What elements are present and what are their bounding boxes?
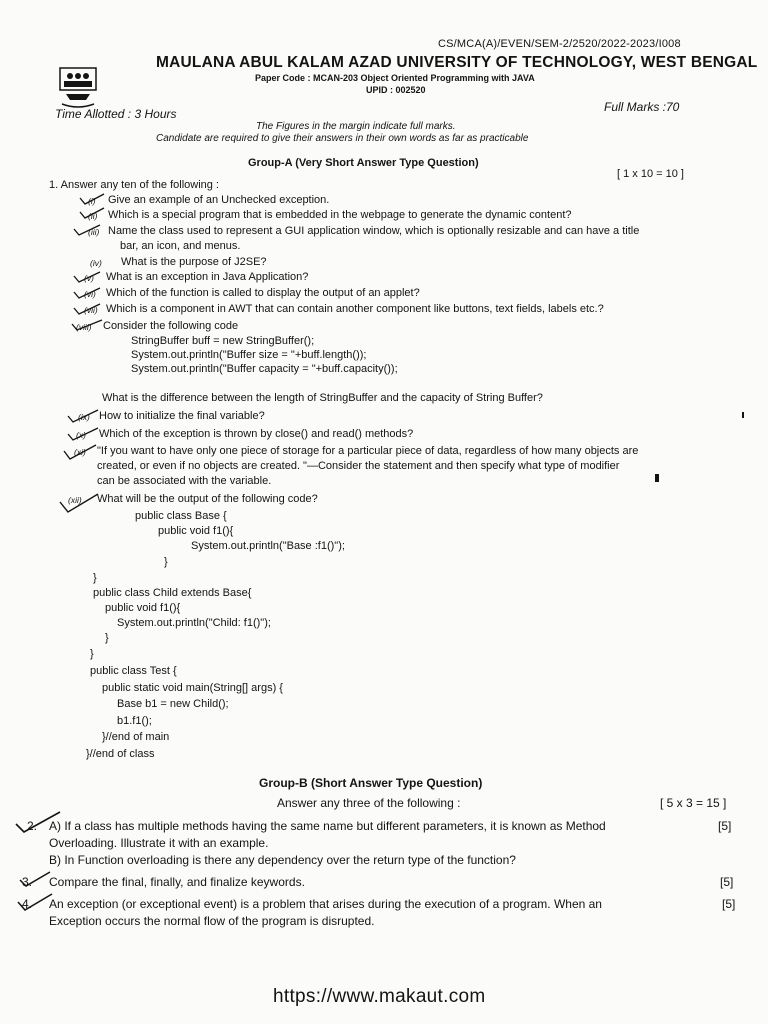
handwritten-tick-icon xyxy=(78,192,106,206)
group-a-marks: [ 1 x 10 = 10 ] xyxy=(617,168,684,180)
item-number: (xii) xyxy=(68,495,82,505)
item-number: (vii) xyxy=(84,305,98,315)
question-text: What is the purpose of J2SE? xyxy=(121,256,267,268)
question-text: created, or even if no objects are created. "—Consider the statement and then specify what type of modifier xyxy=(97,460,620,472)
question-text: Give an example of an Unchecked exception. xyxy=(108,194,330,206)
footer-url[interactable]: https://www.makaut.com xyxy=(273,986,486,1007)
time-allotted: Time Allotted : 3 Hours xyxy=(55,107,177,121)
code-line: System.out.println("Buffer capacity = "+buff.capacity()); xyxy=(131,363,398,375)
question-text: bar, an icon, and menus. xyxy=(120,240,241,252)
question-text: Compare the final, finally, and finalize keywords. xyxy=(49,875,305,889)
code-line: b1.f1(); xyxy=(117,715,152,727)
item-number: (i) xyxy=(88,196,96,206)
question-text: "If you want to have only one piece of storage for a particular piece of data, regardless of how many objects are xyxy=(97,445,639,457)
handwritten-tick-icon xyxy=(72,270,102,284)
code-line: System.out.println("Child: f1()"); xyxy=(117,617,271,629)
code-line: System.out.println("Base :f1()"); xyxy=(191,540,345,552)
code-line: }//end of main xyxy=(102,731,170,743)
full-marks: Full Marks :70 xyxy=(604,100,680,114)
handwritten-tick-icon xyxy=(70,318,104,332)
item-number: (xi) xyxy=(74,447,86,457)
item-number: (ix) xyxy=(78,412,90,422)
question-text: B) In Function overloading is there any dependency over the return type of the function? xyxy=(49,853,516,867)
question-number: 3. xyxy=(22,875,33,889)
question-text: An exception (or exceptional event) is a problem that arises during the execution of a program. When an xyxy=(49,897,602,911)
candidate-note: Candidate are required to give their answers in their own words as far as practicable xyxy=(156,133,529,144)
code-line: public void f1(){ xyxy=(105,602,181,614)
question-text: Which is a special program that is embedded in the webpage to generate the dynamic content? xyxy=(108,209,572,221)
question-marks: [5] xyxy=(720,875,734,889)
paper-code: Paper Code : MCAN-203 Object Oriented Programming with JAVA xyxy=(255,73,535,83)
handwritten-tick-icon xyxy=(14,810,62,834)
code-line: } xyxy=(164,556,168,568)
group-b-title: Group-B (Short Answer Type Question) xyxy=(259,776,483,790)
university-name: MAULANA ABUL KALAM AZAD UNIVERSITY OF TECHNOLOGY, WEST BENGAL xyxy=(156,54,758,71)
code-line: public class Base { xyxy=(135,510,227,522)
margin-note: The Figures in the margin indicate full marks. xyxy=(256,121,456,132)
question-marks: [5] xyxy=(718,819,732,833)
code-line: public void f1(){ xyxy=(158,525,234,537)
group-a-instruction: 1. Answer any ten of the following : xyxy=(49,179,219,191)
code-line: Base b1 = new Child(); xyxy=(117,698,229,710)
question-number: 2. xyxy=(27,819,38,833)
question-text: What will be the output of the following code? xyxy=(97,493,318,505)
item-number: (ii) xyxy=(88,211,98,221)
code-line: }//end of class xyxy=(86,748,155,760)
question-text: Name the class used to represent a GUI application window, which is optionally resizable and can have a title xyxy=(108,225,640,237)
item-number: (iii) xyxy=(88,227,100,237)
group-a-title: Group-A (Very Short Answer Type Question) xyxy=(248,157,479,169)
question-text: A) If a class has multiple methods having the same name but different parameters, it is known as Method xyxy=(49,819,606,833)
question-text: How to initialize the final variable? xyxy=(99,410,265,422)
item-number: (x) xyxy=(76,430,86,440)
question-text: What is the difference between the length of StringBuffer and the capacity of String Buffer? xyxy=(102,392,543,404)
code-line: } xyxy=(90,648,94,660)
question-text: Which of the exception is thrown by close() and read() methods? xyxy=(99,428,414,440)
question-text: Overloading. Illustrate it with an example. xyxy=(49,836,269,850)
code-line: StringBuffer buff = new StringBuffer(); xyxy=(131,335,315,347)
code-line: public static void main(String[] args) { xyxy=(102,682,283,694)
code-line: System.out.println("Buffer size = "+buff.length()); xyxy=(131,349,367,361)
item-number: (iv) xyxy=(90,258,102,268)
scan-speck xyxy=(742,412,744,418)
paper-reference-code: CS/MCA(A)/EVEN/SEM-2/2520/2022-2023/I008 xyxy=(438,38,681,50)
handwritten-tick-icon xyxy=(58,492,100,514)
code-line: } xyxy=(105,632,109,644)
handwritten-tick-icon xyxy=(16,892,54,912)
handwritten-tick-icon xyxy=(66,426,100,442)
code-line: } xyxy=(93,572,97,584)
handwritten-tick-icon xyxy=(66,408,100,424)
handwritten-tick-icon xyxy=(78,206,106,220)
handwritten-tick-icon xyxy=(72,223,102,237)
item-number: (vi) xyxy=(84,289,96,299)
scan-speck xyxy=(655,474,659,482)
handwritten-tick-icon xyxy=(18,870,52,888)
question-marks: [5] xyxy=(722,897,736,911)
item-number: (v) xyxy=(84,273,94,283)
handwritten-tick-icon xyxy=(72,302,102,316)
question-text: What is an exception in Java Application? xyxy=(106,271,309,283)
upid: UPID : 002520 xyxy=(366,85,426,95)
group-b-marks: [ 5 x 3 = 15 ] xyxy=(660,796,727,810)
item-number: (viii) xyxy=(76,322,92,332)
group-b-instruction: Answer any three of the following : xyxy=(277,796,461,810)
question-text: Which of the function is called to display the output of an applet? xyxy=(106,287,420,299)
question-text: Exception occurs the normal flow of the program is disrupted. xyxy=(49,914,375,928)
code-line: public class Child extends Base{ xyxy=(93,587,252,599)
question-text: can be associated with the variable. xyxy=(97,475,272,487)
handwritten-tick-icon xyxy=(62,443,98,461)
question-text: Which is a component in AWT that can contain another component like buttons, text fields, labels etc.? xyxy=(106,303,604,315)
question-number: 4. xyxy=(22,897,33,911)
university-logo-icon xyxy=(58,66,98,108)
code-line: public class Test { xyxy=(90,665,177,677)
handwritten-tick-icon xyxy=(72,286,102,300)
question-text: Consider the following code xyxy=(103,320,239,332)
